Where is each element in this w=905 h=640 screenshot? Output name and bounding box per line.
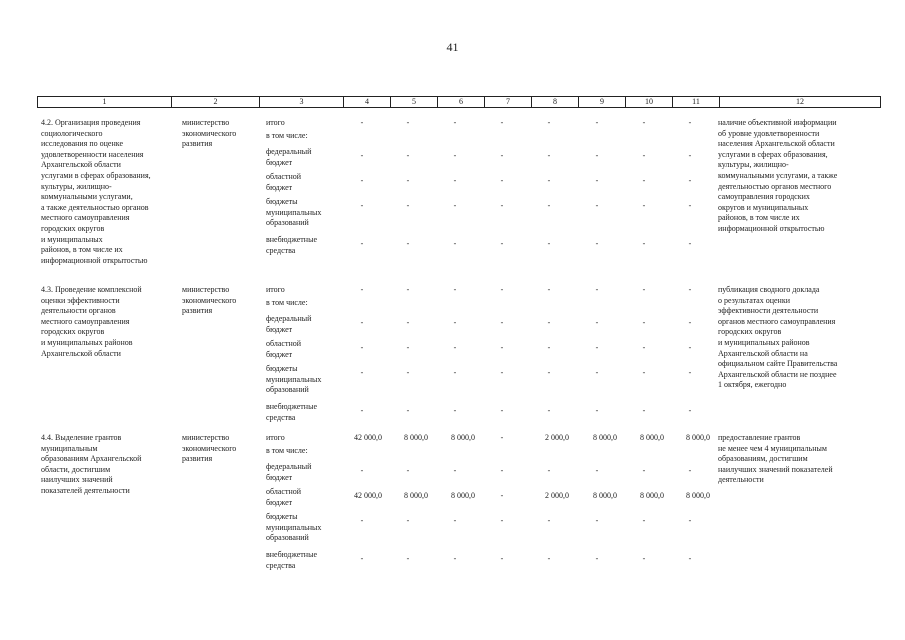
funding-value: - [453, 176, 457, 185]
funding-value: - [360, 368, 364, 377]
funding-value: - [453, 201, 457, 210]
funding-value: - [688, 343, 692, 352]
funding-value: - [688, 466, 692, 475]
funding-value: - [500, 491, 504, 500]
funding-value: - [453, 406, 457, 415]
funding-value: - [453, 285, 457, 294]
funding-value: - [453, 466, 457, 475]
funding-value: - [595, 118, 599, 127]
funding-value: - [642, 201, 646, 210]
funding-value: - [595, 516, 599, 525]
funding-value: - [360, 554, 364, 563]
funding-value: - [642, 368, 646, 377]
funding-value: 8 000,0 [686, 491, 710, 500]
funding-source-label: внебюджетные средства [266, 402, 317, 422]
funding-value: - [406, 466, 410, 475]
funding-value: - [642, 118, 646, 127]
header-row [38, 97, 881, 108]
funding-value: - [406, 318, 410, 327]
funding-value: - [360, 201, 364, 210]
funding-value: - [595, 151, 599, 160]
funding-value: - [406, 151, 410, 160]
funding-source-label: федеральный бюджет [266, 147, 312, 167]
funding-value: - [688, 285, 692, 294]
funding-value: - [642, 151, 646, 160]
header-cell: 8 [532, 97, 579, 108]
funding-value: - [547, 285, 551, 294]
funding-value: - [500, 118, 504, 127]
expected-result: наличие объективной информации об уровне удовлетворенности населения Архангельской области услугами в сферах образования, культуры, жилищно- коммунальными услугами, а также деятельностью органов местного самоуправления городских округов и муниципальных районов, в том числе их информационной открытостью [718, 118, 838, 233]
funding-source-label: бюджеты муниципальных образований [266, 197, 322, 228]
funding-value: - [547, 118, 551, 127]
executor-name: министерство экономического развития [182, 285, 237, 316]
funding-value: - [500, 285, 504, 294]
funding-value: - [360, 406, 364, 415]
funding-value: - [453, 368, 457, 377]
header-cell: 12 [720, 97, 881, 108]
funding-value: - [500, 554, 504, 563]
funding-value: - [595, 466, 599, 475]
funding-value: - [688, 368, 692, 377]
expected-result: публикация сводного доклада о результатах оценки эффективности деятельности органов местного самоуправления городских округов и муниципальных районов Архангельской области на официальном сайте Правительства Архангельской области не позднее 1 октября, ежегодно [718, 285, 838, 390]
funding-value: - [406, 368, 410, 377]
funding-value: - [500, 239, 504, 248]
funding-value: - [500, 343, 504, 352]
header-cell: 9 [579, 97, 626, 108]
funding-value: - [547, 466, 551, 475]
funding-value: - [688, 118, 692, 127]
funding-source-label: в том числе: [266, 446, 308, 455]
funding-value: - [406, 118, 410, 127]
funding-source-label: федеральный бюджет [266, 462, 312, 482]
funding-value: 8 000,0 [640, 491, 664, 500]
funding-value: - [453, 516, 457, 525]
funding-value: - [547, 406, 551, 415]
funding-value: - [453, 118, 457, 127]
funding-source-label: в том числе: [266, 298, 308, 307]
funding-value: 8 000,0 [451, 433, 475, 442]
funding-value: - [360, 151, 364, 160]
event-name: 4.3. Проведение комплексной оценки эффективности деятельности органов местного самоуправления городских округов и муниципальных районов Архангельской области [41, 285, 142, 358]
funding-value: - [688, 176, 692, 185]
funding-source-label: федеральный бюджет [266, 314, 312, 334]
funding-value: - [688, 201, 692, 210]
funding-value: - [500, 516, 504, 525]
funding-value: 2 000,0 [545, 433, 569, 442]
funding-value: - [595, 201, 599, 210]
header-cell: 5 [391, 97, 438, 108]
funding-value: - [642, 554, 646, 563]
header-cell: 6 [438, 97, 485, 108]
funding-value: - [642, 466, 646, 475]
funding-value: - [547, 151, 551, 160]
funding-value: - [688, 151, 692, 160]
funding-value: - [688, 554, 692, 563]
funding-value: - [500, 368, 504, 377]
funding-source-label: бюджеты муниципальных образований [266, 364, 322, 395]
executor-name: министерство экономического развития [182, 433, 237, 464]
funding-value: - [406, 554, 410, 563]
funding-value: - [547, 176, 551, 185]
funding-value: - [406, 201, 410, 210]
funding-value: - [547, 239, 551, 248]
funding-value: 8 000,0 [404, 491, 428, 500]
funding-value: - [500, 406, 504, 415]
funding-value: - [453, 151, 457, 160]
funding-value: - [688, 239, 692, 248]
funding-value: - [500, 318, 504, 327]
event-name: 4.4. Выделение грантов муниципальным образованиям Архангельской области, достигшим наилучших значений показателей деятельности [41, 433, 142, 495]
funding-value: - [453, 554, 457, 563]
funding-value: 2 000,0 [545, 491, 569, 500]
funding-value: - [406, 176, 410, 185]
funding-value: - [547, 516, 551, 525]
funding-value: - [547, 343, 551, 352]
funding-value: - [406, 285, 410, 294]
funding-value: 8 000,0 [593, 433, 617, 442]
funding-value: 8 000,0 [640, 433, 664, 442]
funding-value: - [595, 318, 599, 327]
header-cell: 1 [38, 97, 172, 108]
funding-value: - [688, 406, 692, 415]
header-cell: 10 [626, 97, 673, 108]
page-number: 41 [446, 40, 459, 54]
funding-value: - [642, 285, 646, 294]
funding-source-label: в том числе: [266, 131, 308, 140]
funding-value: - [453, 239, 457, 248]
funding-value: - [500, 176, 504, 185]
funding-value: - [406, 343, 410, 352]
funding-value: - [360, 516, 364, 525]
event-name: 4.2. Организация проведения социологического исследования по оценке удовлетворенности населения Архангельской области услугами в сферах образования, культуры, жилищно- коммунальными услугами, а также деятельностью органов местного самоуправления городских округов и муниципальных районов, в том числе их информационной открытостью [41, 118, 151, 265]
header-cell: 2 [172, 97, 260, 108]
funding-value: 8 000,0 [686, 433, 710, 442]
funding-value: 8 000,0 [593, 491, 617, 500]
funding-source-label: областной бюджет [266, 339, 302, 359]
funding-source-label: бюджеты муниципальных образований [266, 512, 322, 543]
funding-value: - [500, 151, 504, 160]
funding-value: - [406, 239, 410, 248]
funding-value: - [360, 343, 364, 352]
column-header-table [37, 96, 881, 108]
funding-source-label: внебюджетные средства [266, 550, 317, 570]
funding-source-label: областной бюджет [266, 172, 302, 192]
funding-value: - [360, 285, 364, 294]
funding-value: 8 000,0 [404, 433, 428, 442]
header-cell: 3 [260, 97, 344, 108]
header-cell: 11 [673, 97, 720, 108]
funding-value: - [360, 118, 364, 127]
funding-value: - [500, 201, 504, 210]
funding-value: - [642, 343, 646, 352]
funding-value: - [642, 406, 646, 415]
funding-source-label: итого [266, 118, 285, 127]
funding-value: - [453, 343, 457, 352]
funding-value: - [595, 406, 599, 415]
funding-source-label: итого [266, 285, 285, 294]
funding-value: 8 000,0 [451, 491, 475, 500]
executor-name: министерство экономического развития [182, 118, 237, 149]
funding-value: - [547, 318, 551, 327]
funding-value: - [595, 368, 599, 377]
funding-value: - [406, 406, 410, 415]
funding-value: 42 000,0 [354, 433, 382, 442]
funding-value: - [547, 554, 551, 563]
funding-source-label: внебюджетные средства [266, 235, 317, 255]
funding-value: - [360, 466, 364, 475]
funding-value: - [453, 318, 457, 327]
funding-value: - [642, 318, 646, 327]
funding-source-label: областной бюджет [266, 487, 302, 507]
funding-value: - [595, 176, 599, 185]
funding-value: - [595, 285, 599, 294]
funding-value: - [547, 201, 551, 210]
funding-value: - [642, 176, 646, 185]
funding-value: - [360, 239, 364, 248]
funding-value: - [547, 368, 551, 377]
funding-value: - [595, 239, 599, 248]
funding-value: - [500, 433, 504, 442]
funding-value: - [595, 343, 599, 352]
header-cell: 7 [485, 97, 532, 108]
funding-value: - [360, 176, 364, 185]
funding-value: - [360, 318, 364, 327]
expected-result: предоставление грантов не менее чем 4 муниципальным образованиям, достигшим наилучших значений показателей деятельности [718, 433, 833, 485]
funding-value: - [688, 516, 692, 525]
funding-source-label: итого [266, 433, 285, 442]
funding-value: - [642, 516, 646, 525]
funding-value: - [595, 554, 599, 563]
header-cell: 4 [344, 97, 391, 108]
funding-value: - [406, 516, 410, 525]
funding-value: - [642, 239, 646, 248]
funding-value: 42 000,0 [354, 491, 382, 500]
funding-value: - [500, 466, 504, 475]
funding-value: - [688, 318, 692, 327]
